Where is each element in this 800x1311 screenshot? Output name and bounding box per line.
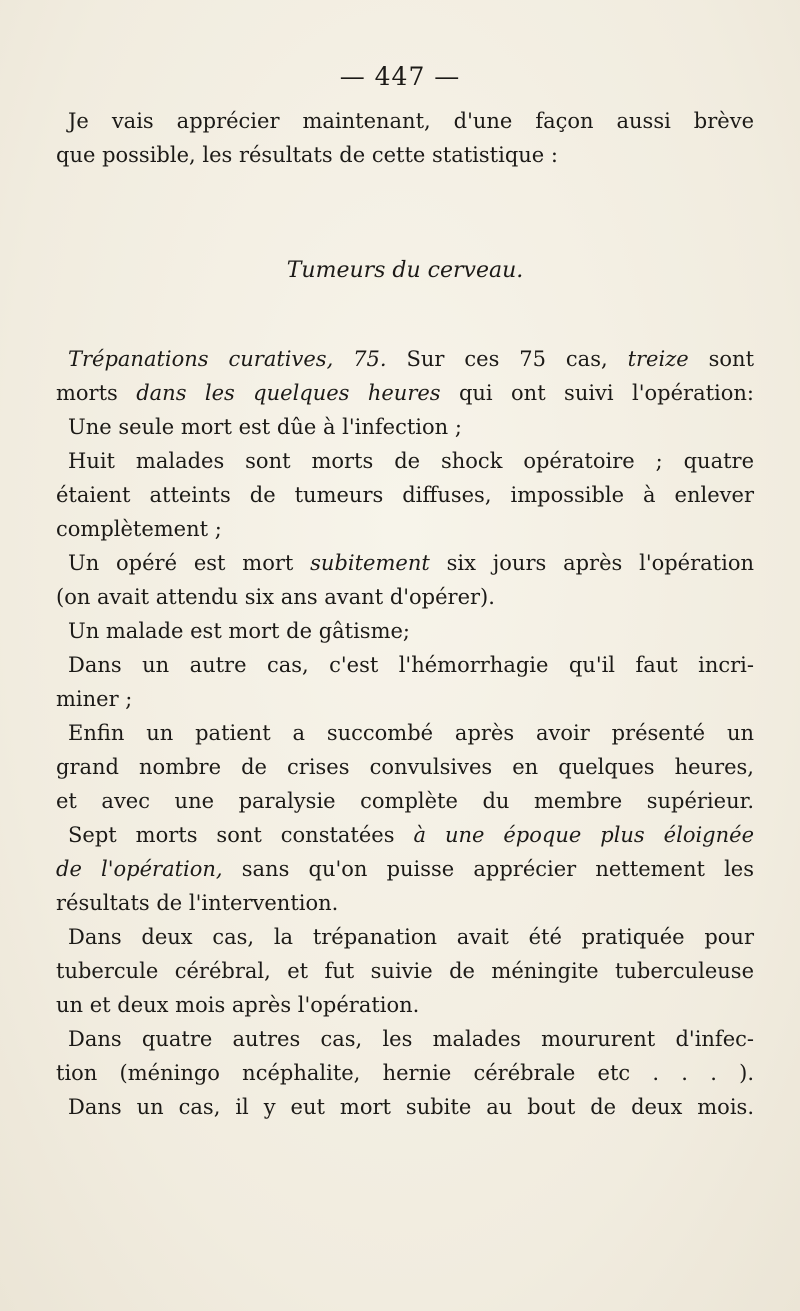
line-c-3: Dans quatre autres cas, les malades moururent d'infec- xyxy=(68,1027,754,1051)
line-b-1: Un malade est mort de gâtisme; xyxy=(68,619,410,643)
p1-l2-italic: dans les quelques heures xyxy=(136,381,441,405)
section-heading: Tumeurs du cerveau. xyxy=(286,258,524,283)
line-a-2: étaient atteints de tumeurs diffuses, impossible à enlever xyxy=(56,483,754,507)
p1-end: sont xyxy=(688,347,755,371)
page-number: — 447 — xyxy=(339,62,461,91)
line-a-1: Huit malades sont morts de shock opératoire ; quatre xyxy=(68,449,754,473)
subit-line xyxy=(56,546,754,580)
p1-italic-2: treize xyxy=(627,347,689,371)
line-c-1: tubercule cérébral, et fut suivie de méningite tuberculeuse xyxy=(56,959,754,983)
line-b-6: et avec une paralysie complète du membre supérieur. xyxy=(56,789,754,813)
line-b-5: grand nombre de crises convulsives en quelques heures, xyxy=(56,755,754,779)
subit-end: six jours après l'opération xyxy=(429,551,754,575)
p1-number: 75. xyxy=(333,347,387,371)
sept-italic-1: à une époque plus éloignée xyxy=(413,823,754,847)
subit-italic: subitement xyxy=(310,551,430,575)
sept-end-2: sans qu'on puisse apprécier nettement les xyxy=(222,857,754,881)
p1-line-2 xyxy=(56,376,754,410)
intro-line-1: Je vais apprécier maintenant, d'une façon aussi brève xyxy=(68,109,754,133)
p1-text: Sur ces 75 cas, xyxy=(386,347,628,371)
line-b-4: Enfin un patient a succombé après avoir présenté un xyxy=(68,721,754,745)
line-a-0: Une seule mort est dûe à l'infection ; xyxy=(68,415,462,439)
line-c-0: Dans deux cas, la trépanation avait été pratiquée pour xyxy=(68,925,754,949)
line-b-3: miner ; xyxy=(56,687,133,711)
subit-start: Un opéré est mort xyxy=(68,551,311,575)
sept-line-3: résultats de l'intervention. xyxy=(56,891,339,915)
line-a-3: complètement ; xyxy=(56,517,222,541)
sept-line-1 xyxy=(56,818,754,852)
line-c-5: Dans un cas, il y eut mort subite au bout de deux mois. xyxy=(68,1095,754,1119)
sept-line-2 xyxy=(56,852,754,886)
line-b-0: (on avait attendu six ans avant d'opérer). xyxy=(56,585,495,609)
p1-italic-1: Trépanations curatives, xyxy=(68,347,334,371)
line-b-2: Dans un autre cas, c'est l'hémorrhagie qu'il faut incri- xyxy=(68,653,754,677)
p1-l2-end: qui ont suivi l'opération: xyxy=(440,381,754,405)
line-c-4: tion (méningo ncéphalite, hernie cérébrale etc . . . ). xyxy=(56,1061,754,1085)
sept-italic-2: de l'opération, xyxy=(56,857,223,881)
page-body xyxy=(56,104,754,1124)
line-c-2: un et deux mois après l'opération. xyxy=(56,993,420,1017)
p1-l2-start: morts xyxy=(56,381,137,405)
intro-line-2: que possible, les résultats de cette statistique : xyxy=(56,143,558,167)
sept-start: Sept morts sont constatées xyxy=(68,823,414,847)
p1-line-1 xyxy=(56,342,754,376)
